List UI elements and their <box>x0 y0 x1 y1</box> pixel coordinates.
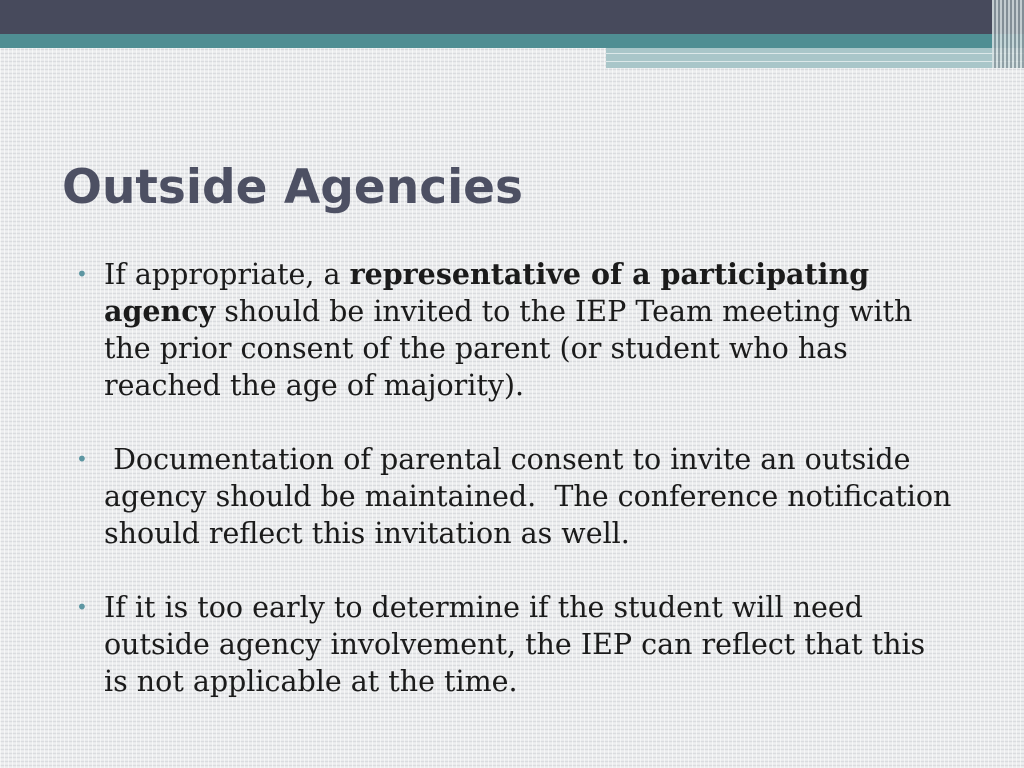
bullet-dot-icon: • <box>76 262 88 286</box>
bullet-list <box>74 256 961 737</box>
bullet-dot-icon: • <box>76 447 88 471</box>
accent-line <box>606 53 1024 54</box>
bullet-dot-icon: • <box>76 595 88 619</box>
bullet-item-2 <box>74 441 961 552</box>
header-teal-band <box>0 34 1024 48</box>
bullet-text: If it is too early to determine if the student will need outside agency involvement, the IEP can reflect that this is not applicable at the time. <box>104 591 926 698</box>
header-striped-block <box>992 0 1024 68</box>
bullet-text-bold: representative of a participating agency <box>104 257 870 328</box>
bullet-text-after: should be invited to the IEP Team meeting with the prior consent of the parent (or student who has reached the age of majority). <box>104 295 913 402</box>
bullet-text: Documentation of parental consent to invite an outside agency should be maintained. The conference notification should reflect this invitation as well. <box>104 443 961 550</box>
slide-title: Outside Agencies <box>62 160 524 215</box>
bullet-item-1 <box>74 256 954 404</box>
bullet-text-before: If appropriate, a <box>104 258 350 291</box>
accent-line <box>606 61 1024 62</box>
bullet-item-3 <box>74 589 954 700</box>
header-accent-band <box>606 48 1024 68</box>
header-dark-bar <box>0 0 1024 34</box>
